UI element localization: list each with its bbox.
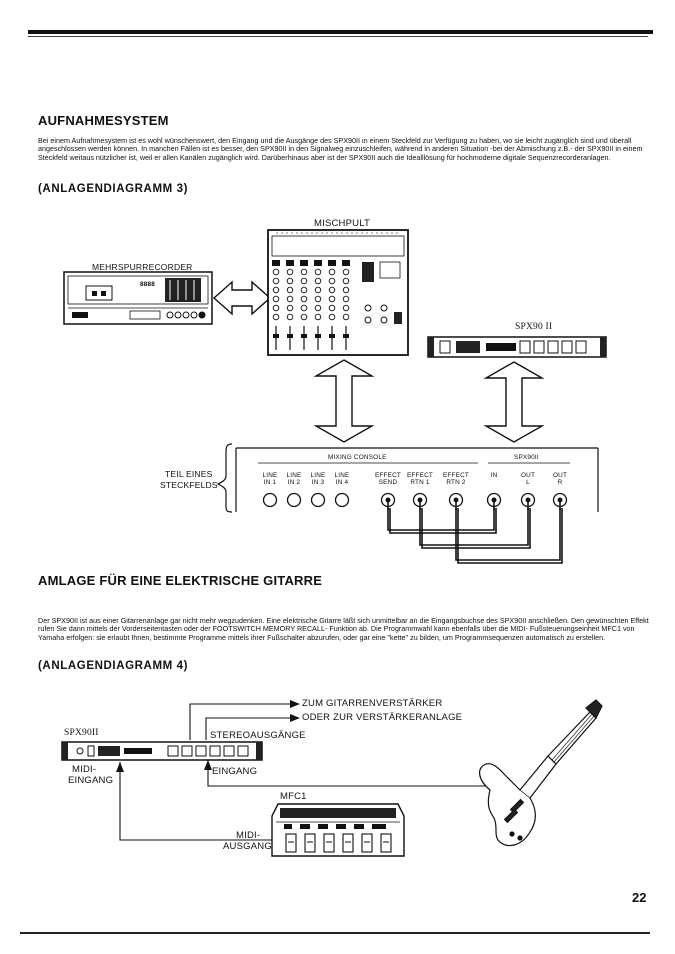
amp-label-line1: ZUM GITARRENVERSTÄRKER bbox=[302, 698, 443, 709]
spx90-unit-icon bbox=[62, 742, 262, 760]
patch-jack-label-line2: IN 3 bbox=[311, 479, 325, 486]
spx-header: SPX90II bbox=[514, 454, 539, 461]
bottom-rule bbox=[20, 932, 650, 934]
section1-paragraph: Bei einem Aufnahmesystem ist es wohl wünschenswert, den Eingang und die Ausgänge des SPX90II in einem Steckfeld zur Verfügung zu haben, wo sie leicht zugänglich sind und überall angeschlossen werden können. In manchen Fällen ist es besser, den SPX90II in den Signalweg einzuschleifen, während in anderen Situation -bei der Abmischung z.B.- der SPX90II in einem Steckfeld weitaus nützlicher ist, weil er allen Kanälen zugänglich wird. Darüberhinaus aber ist der SPX90II auch die Idealllösung für hochmoderne digitale Sequenzrecorderanlagen. bbox=[38, 136, 643, 162]
patch-jack-label-line1: LINE bbox=[286, 472, 302, 479]
amp-label-line2: ODER ZUR VERSTÄRKERANLAGE bbox=[302, 712, 463, 723]
patch-jack-label-line2: SEND bbox=[378, 479, 398, 486]
mfc1-label: MFC1 bbox=[280, 791, 307, 802]
footswitch-pedal bbox=[343, 834, 353, 852]
patch-jack-label-line2: RTN 1 bbox=[410, 479, 430, 486]
patch-jack-label-line1: EFFECT bbox=[374, 472, 402, 479]
page-number: 22 bbox=[632, 890, 647, 905]
spx-label: SPX90 II bbox=[515, 322, 553, 332]
patch-jack-label-line1: OUT bbox=[552, 472, 568, 479]
footswitch-pedal bbox=[381, 834, 391, 852]
spx-unit-label: SPX90II bbox=[64, 728, 99, 738]
patch-jack-label-line2: R bbox=[557, 479, 563, 486]
midi-in-label-line2: EINGANG bbox=[68, 775, 114, 786]
patch-jack-label-line1: IN bbox=[490, 472, 498, 479]
patch-jack-label-line1: EFFECT bbox=[406, 472, 434, 479]
footswitch-pedal bbox=[324, 834, 334, 852]
patch-jack-label-line2: RTN 2 bbox=[446, 479, 466, 486]
diagram3-title: (ANLAGENDIAGRAMM 3) bbox=[38, 183, 189, 195]
patch-jack-label-line1: LINE bbox=[310, 472, 326, 479]
patch-jack-label-line2: IN 2 bbox=[287, 479, 301, 486]
patchbay-label-line2: STECKFELDS bbox=[160, 480, 218, 490]
patch-jack-label-line2: IN 4 bbox=[335, 479, 349, 486]
patch-jack-label-line1: OUT bbox=[520, 472, 536, 479]
section2-paragraph: Der SPX90II ist aus einer Gitarrenanlage gar nicht mehr wegzudenken. Eine elektrische Gitarre läßt sich unmittelbar an die Eingangsbuchse des SPX90II anschließen. Den gewünschten Effekt rufen Sie dann mittels der Vorderseitentasten oder der FOOTSWITCH MEMORY RECALL- Funktion ab. Die Programmwahl kann ebenfalls über die MIDI- Fußsteuerungseinheit MFC1 von Yamaha erfolgen: sie erlaubt Ihnen, bestimmte Programme mittels ihrer Fußschalter abzurufen, oder gar eine "kette" zu bilden, um Programmsequenzen automatisch zu erstellen. bbox=[38, 616, 649, 642]
section2-heading: AMLAGE FÜR EINE ELEKTRISCHE GITARRE bbox=[38, 573, 323, 588]
patch-jack-label-line1: LINE bbox=[262, 472, 278, 479]
input-label: EINGANG bbox=[212, 766, 258, 777]
mixing-console-header: MIXING CONSOLE bbox=[328, 454, 387, 461]
mixer-label: MISCHPULT bbox=[314, 218, 370, 229]
footswitch-pedal bbox=[362, 834, 372, 852]
stereo-out-label: STEREOAUSGÄNGE bbox=[210, 730, 306, 741]
patch-jack-label-line2: L bbox=[526, 479, 530, 486]
mfc1-pedalboard-icon bbox=[272, 804, 404, 856]
section1-heading: AUFNAHMESYSTEM bbox=[38, 113, 169, 128]
electric-guitar-icon bbox=[480, 700, 602, 846]
midi-out-label-line1: MIDI- bbox=[236, 830, 261, 841]
midi-in-label-line1: MIDI- bbox=[72, 764, 97, 775]
footswitch-pedal bbox=[286, 834, 296, 852]
patch-jack-label-line1: LINE bbox=[334, 472, 350, 479]
recorder-label: MEHRSPURRECORDER bbox=[92, 262, 193, 272]
diagram4-title: (ANLAGENDIAGRAMM 4) bbox=[38, 660, 189, 672]
patch-jack-label-line1: EFFECT bbox=[442, 472, 470, 479]
midi-out-label-line2: AUSGANG bbox=[223, 841, 272, 852]
footswitch-pedal bbox=[305, 834, 315, 852]
patchbay-label-line1: TEIL EINES bbox=[165, 469, 213, 479]
recorder-counter: 8888 bbox=[140, 281, 156, 288]
patch-jack-label-line2: IN 1 bbox=[263, 479, 277, 486]
